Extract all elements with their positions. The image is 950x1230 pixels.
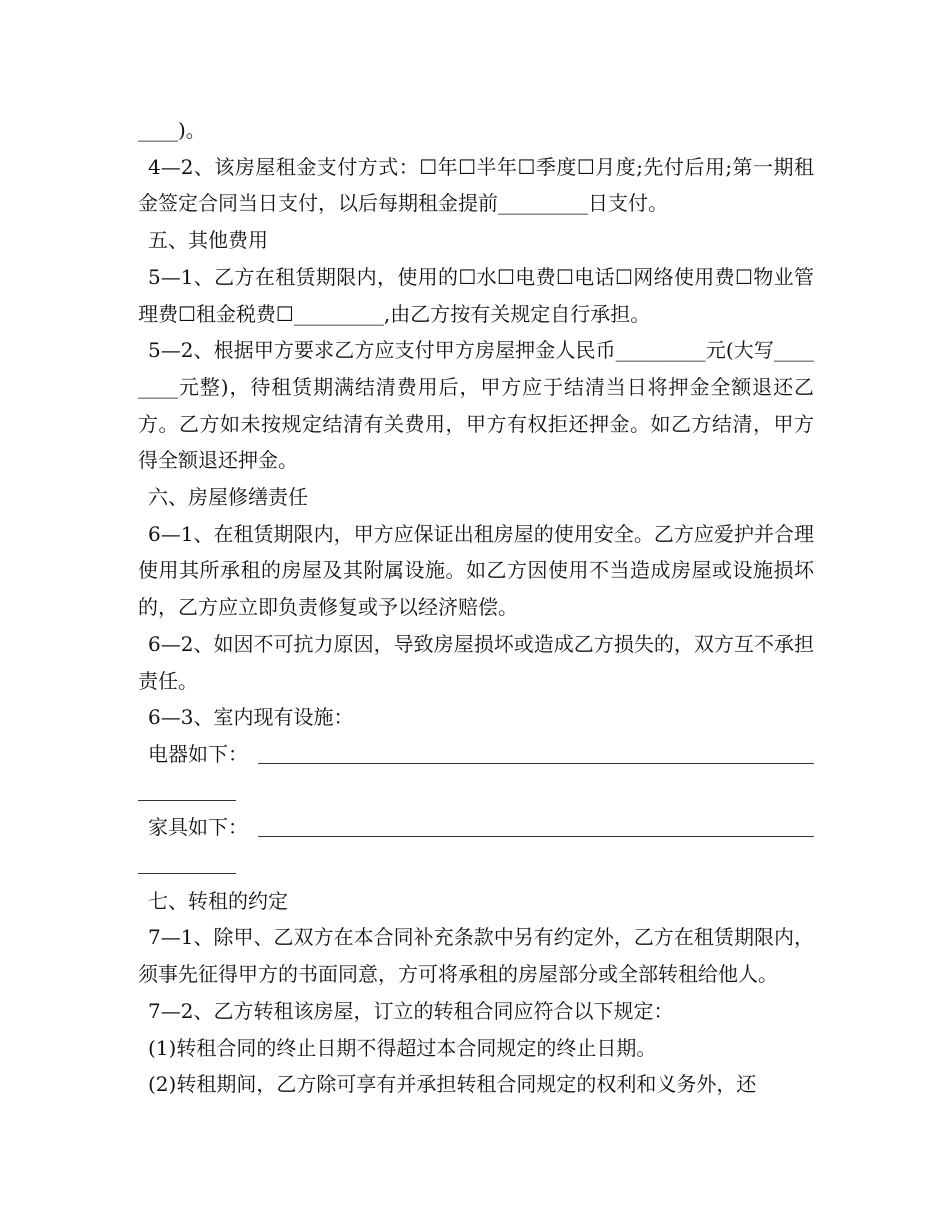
clause-7-1: 7—1、除甲、乙双方在本合同补充条款中另有约定外，乙方在租赁期限内，须事先征得甲方的书面同意，方可将承租的房屋部分或全部转租给他人。	[138, 925, 814, 987]
appliances-label: 电器如下：	[148, 741, 248, 766]
furniture-line	[138, 809, 814, 846]
clause-5-1: 5—1、乙方在租赁期限内，使用的☐水☐电费☐电话☐网络使用费☐物业管理费☐租金税费☐_________,由乙方按有关规定自行承担。	[138, 264, 814, 326]
clause-7-2-item-2: (2)转租期间，乙方除可享有并承担转租合同规定的权利和义务外，还	[148, 1072, 757, 1097]
clause-5-2: 5—2、根据甲方要求乙方应支付甲方房屋押金人民币_________元(大写________元整)，待租赁期满结清费用后，甲方应于结清当日将押金全额退还乙方。乙方如未按规定结清有关费用，甲方有权拒还押金。如乙方结清，甲方得全额退还押金。	[138, 338, 814, 473]
paragraph-continuation: ____)。	[138, 118, 206, 142]
furniture-fill-rule-cont	[138, 873, 236, 874]
clause-6-1: 6—1、在租赁期限内，甲方应保证出租房屋的使用安全。乙方应爱护并合理使用其所承租的房屋及其附属设施。如乙方因使用不当造成房屋或设施损坏的，乙方应立即负责修复或予以经济赔偿。	[138, 521, 814, 620]
clause-7-2-item-1: (1)转租合同的终止日期不得超过本合同规定的终止日期。	[148, 1035, 657, 1060]
document-body	[138, 112, 814, 1103]
section-6-heading: 六、房屋修缮责任	[148, 485, 308, 510]
furniture-line-cont	[138, 846, 814, 883]
appliances-line	[138, 736, 814, 773]
clause-4-2: 4—2、该房屋租金支付方式：☐年☐半年☐季度☐月度;先付后用;第一期租金签定合同当日支付，以后每期租金提前_________日支付。	[138, 154, 814, 216]
section-5-heading: 五、其他费用	[148, 228, 268, 253]
furniture-label: 家具如下：	[148, 815, 248, 840]
section-7-heading: 七、转租的约定	[148, 888, 288, 913]
clause-6-2: 6—2、如因不可抗力原因，导致房屋损坏或造成乙方损失的，双方互不承担责任。	[138, 631, 814, 693]
appliances-fill-rule	[258, 763, 814, 764]
furniture-fill-rule	[258, 836, 814, 837]
appliances-fill-rule-cont	[138, 800, 236, 801]
clause-6-3: 6—3、室内现有设施：	[148, 705, 354, 730]
appliances-line-cont	[138, 773, 814, 810]
clause-7-2: 7—2、乙方转租该房屋，订立的转租合同应符合以下规定：	[148, 998, 674, 1023]
